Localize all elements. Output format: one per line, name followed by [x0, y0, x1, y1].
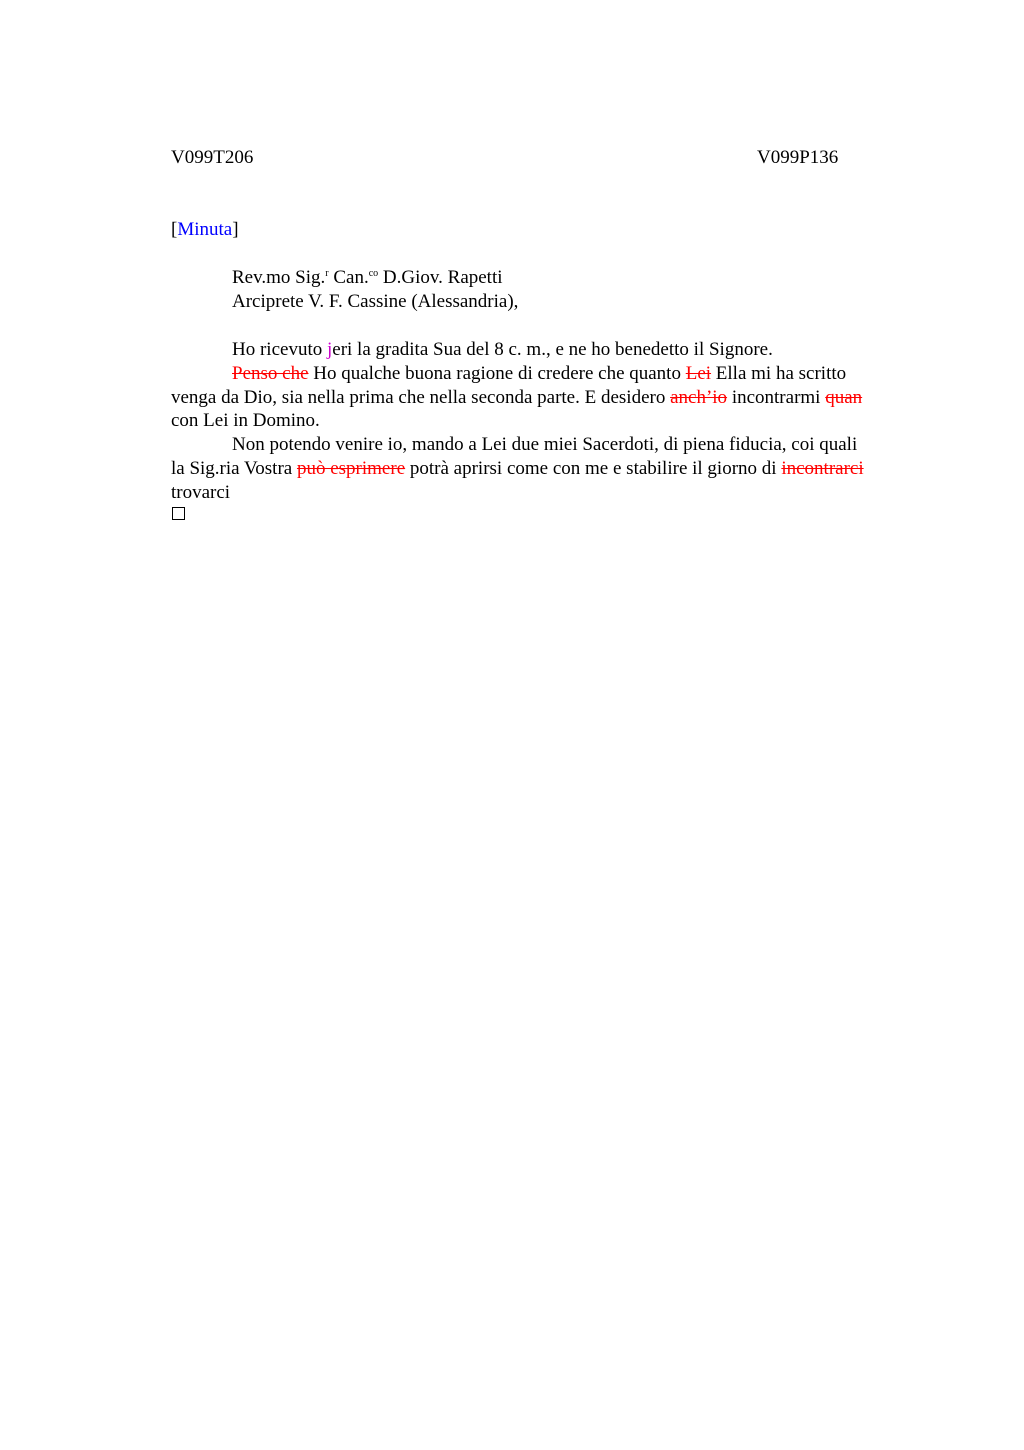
inserted-letter: j — [326, 339, 333, 360]
deleted-text: incontrarci — [781, 458, 864, 479]
body-line-1 — [232, 338, 773, 362]
body-text: la Sig.ria Vostra — [171, 458, 297, 479]
address-text: Rev.mo Sig. — [232, 267, 326, 288]
body-text: eri la gradita Sua del 8 c. m., e ne ho benedetto il Signore. — [332, 339, 773, 360]
deleted-text: anch’io — [670, 387, 728, 408]
body-line-5: Non potendo venire io, mando a Lei due miei Sacerdoti, di piena fiducia, coi quali — [232, 434, 858, 455]
document-code-left: V099T206 — [171, 147, 254, 168]
body-line-6 — [171, 457, 864, 481]
body-text: Ho qualche buona ragione di credere che quanto — [308, 363, 686, 384]
document-code-right: V099P136 — [757, 147, 839, 168]
address-text: D.Giov. Rapetti — [378, 267, 503, 288]
deleted-text: può esprimere — [296, 458, 406, 479]
body-text: incontrarmi — [727, 387, 826, 408]
checkbox-square-icon — [172, 507, 185, 520]
body-line-4: con Lei in Domino. — [171, 410, 320, 431]
body-text: potrà aprirsi come con me e stabilire il giorno di — [405, 458, 782, 479]
body-text: venga da Dio, sia nella prima che nella seconda parte. E desidero — [171, 387, 671, 408]
draft-label — [171, 219, 239, 241]
body-text: Ella mi ha scritto — [711, 363, 847, 384]
superscript: co — [368, 268, 379, 279]
body-line-2 — [232, 362, 846, 386]
superscript: r — [325, 268, 329, 279]
deleted-text: Lei — [685, 363, 712, 384]
close-bracket: ] — [232, 219, 239, 240]
address-line-2: Arciprete V. F. Cassine (Alessandria), — [232, 291, 519, 312]
body-line-3 — [171, 386, 862, 410]
draft-label-text: Minuta — [177, 219, 233, 240]
deleted-text: quan — [825, 387, 863, 408]
body-text: Ho ricevuto — [232, 339, 327, 360]
deleted-text: Penso che — [232, 363, 309, 384]
address-text: Can. — [328, 267, 369, 288]
body-line-7: trovarci — [171, 482, 231, 503]
open-bracket: [ — [171, 219, 178, 240]
address-line-1 — [232, 266, 503, 290]
